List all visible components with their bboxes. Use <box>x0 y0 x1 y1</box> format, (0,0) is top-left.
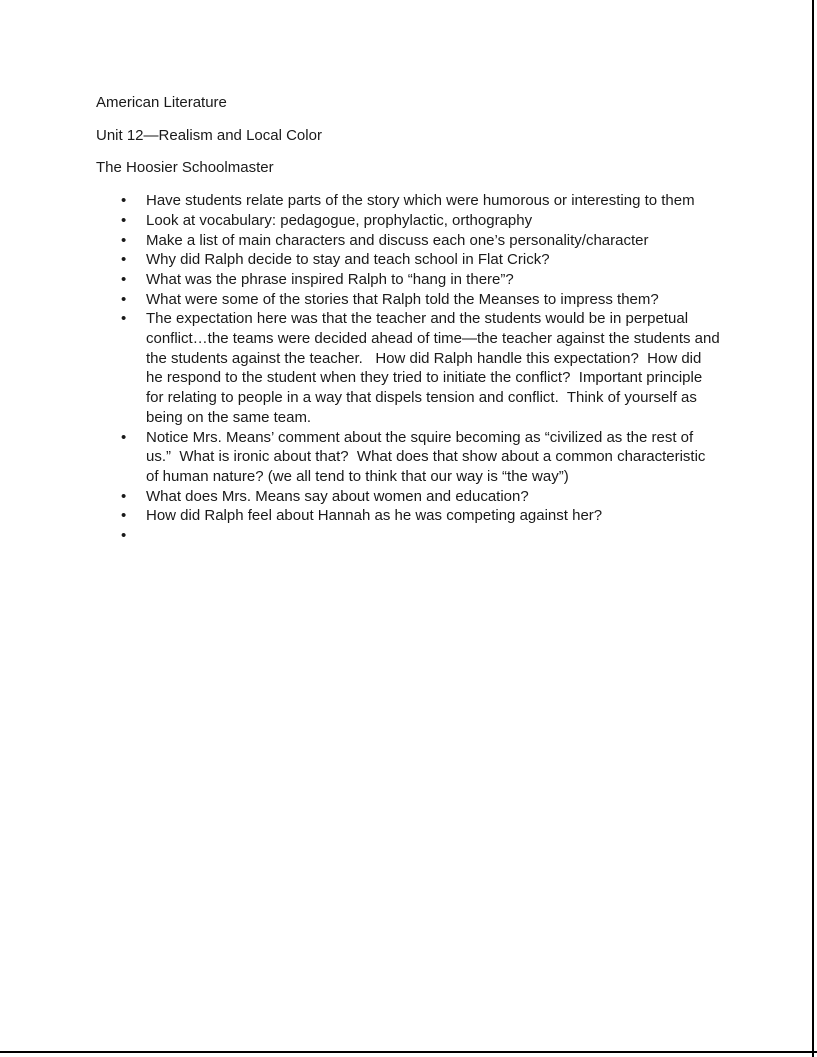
page-edge-right-line <box>812 0 814 1057</box>
list-item: • What was the phrase inspired Ralph to “hang in there”? <box>96 270 722 290</box>
unit-title: Unit 12—Realism and Local Color <box>96 126 322 144</box>
list-item: • Notice Mrs. Means’ comment about the squire becoming as “civilized as the rest of us.” What is ironic about that? What does that show about a common characteristic of human nature? (we all tend to think that our way is “the way”) <box>96 428 722 487</box>
list-item: • What were some of the stories that Ralph told the Meanses to impress them? <box>96 290 722 310</box>
list-item: • The expectation here was that the teacher and the students would be in perpetual conflict…the teams were decided ahead of time—the teacher against the students and the students against the teacher. How did Ralph handle this expectation? How did he respond to the student when they tried to initiate the conflict? Important principle for relating to people in a way that dispels tension and conflict. Think of yourself as being on the same team. <box>96 309 722 427</box>
list-item: • Make a list of main characters and discuss each one’s personality/character <box>96 231 722 251</box>
list-item: • How did Ralph feel about Hannah as he was competing against her? <box>96 506 722 526</box>
document-content <box>96 93 722 546</box>
page-edge-bottom-line <box>0 1051 817 1053</box>
course-title: American Literature <box>96 94 227 111</box>
work-title: The Hoosier Schoolmaster <box>96 159 274 177</box>
list-item: • Have students relate parts of the story which were humorous or interesting to them <box>96 191 722 211</box>
list-item: • Why did Ralph decide to stay and teach school in Flat Crick? <box>96 250 722 270</box>
list-item: • What does Mrs. Means say about women and education? <box>96 487 722 507</box>
bullet-list <box>96 191 722 546</box>
list-item: • Look at vocabulary: pedagogue, prophylactic, orthography <box>96 211 722 231</box>
list-item-empty <box>96 526 722 546</box>
